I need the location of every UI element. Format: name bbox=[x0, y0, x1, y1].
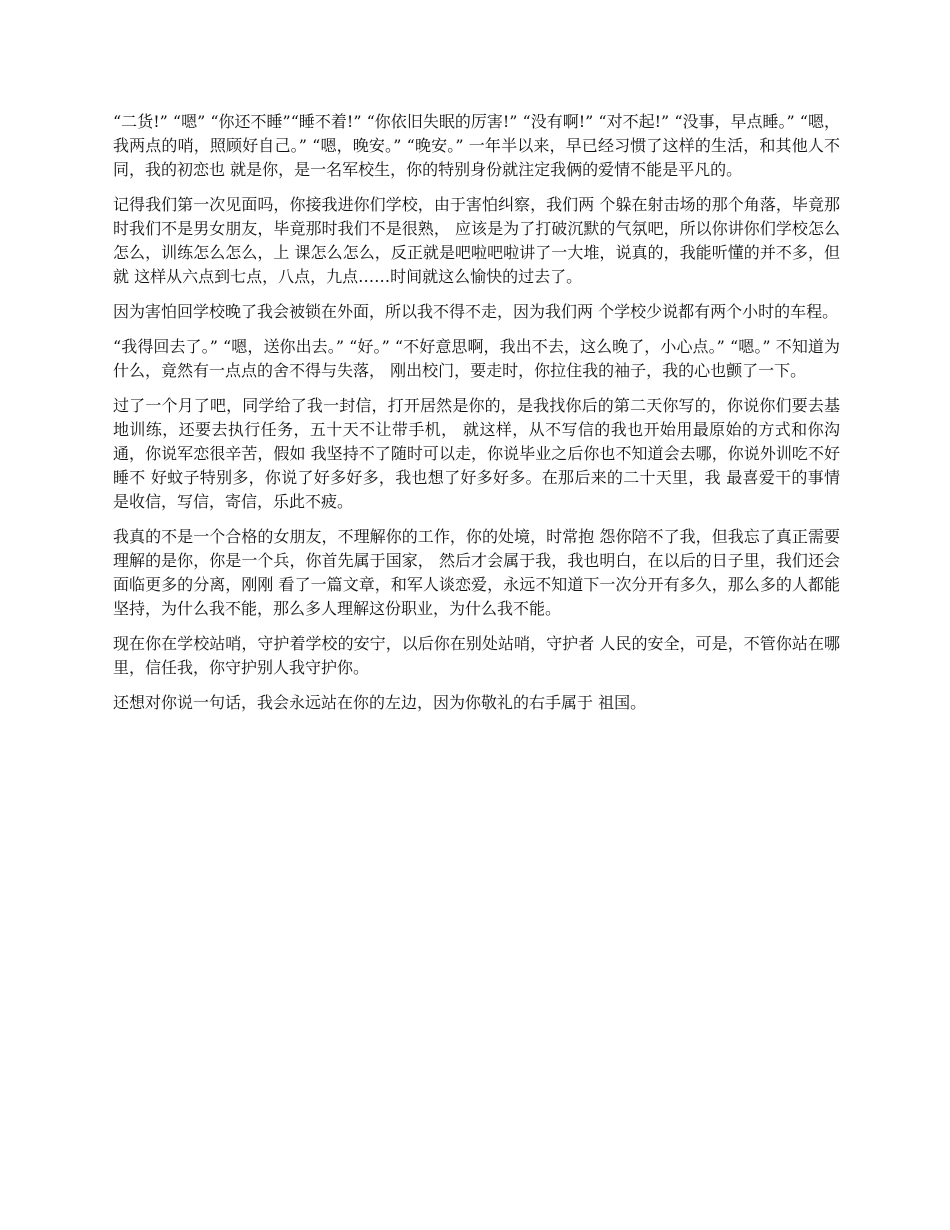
paragraph-1: “二货!” “嗯” “你还不睡”“睡不着!” “你依旧失眠的厉害!” “没有啊!” “对不起!” “没事，早点睡。” “嗯，我两点的哨，照顾好自己。” “嗯，晚安。” “晚安。” 一年半以来，早已经习惯了这样的生活，和其他人不同，我的初恋也 就是你，是一名军校生，你的特别身份就注定我俩的爱情不能是平凡的。 bbox=[113, 112, 840, 179]
paragraph-4: “我得回去了。” “嗯，送你出去。” “好。” “不好意思啊，我出不去，这么晚了，小心点。” “嗯。” 不知道为什么，竟然有一点点的舍不得与失落， 刚出校门，要走时，你拉住我的袖子，我的心也颤了一下。 bbox=[113, 337, 840, 380]
paragraph-2: 记得我们第一次见面吗，你接我进你们学校，由于害怕纠察，我们两 个躲在射击场的那个角落，毕竟那时我们不是男女朋友，毕竟那时我们不是很熟， 应该是为了打破沉默的气氛吧，所以你讲你们学校怎么怎么，训练怎么怎么，上 课怎么怎么，反正就是吧啦吧啦讲了一大堆，说真的，我能听懂的并不多，但就 这样从六点到七点，八点，九点……时间就这么愉快的过去了。 bbox=[113, 195, 840, 286]
document-body bbox=[113, 110, 840, 726]
paragraph-7: 现在你在学校站哨，守护着学校的安宁，以后你在别处站哨，守护者 人民的安全，可是，不管你站在哪里，信任我，你守护别人我守护你。 bbox=[113, 634, 840, 677]
paragraph-6: 我真的不是一个合格的女朋友，不理解你的工作，你的处境，时常抱 怨你陪不了我，但我忘了真正需要理解的是你，你是一个兵，你首先属于国家， 然后才会属于我，我也明白，在以后的日子里，我们还会面临更多的分离，刚刚 看了一篇文章，和军人谈恋爱，永远不知道下一次分开有多久，那么多的人都能 坚持，为什么我不能，那么多人理解这份职业，为什么我不能。 bbox=[113, 527, 840, 618]
paragraph-5: 过了一个月了吧，同学给了我一封信，打开居然是你的，是我找你后的第二天你写的，你说你们要去基地训练，还要去执行任务，五十天不让带手机， 就这样，从不写信的我也开始用最原始的方式和你沟通，你说军恋很辛苦，假如 我坚持不了随时可以走，你说毕业之后你也不知道会去哪，你说外训吃不好睡不 好蚊子特别多，你说了好多好多，我也想了好多好多。在那后来的二十天里，我 最喜爱干的事情是收信，写信，寄信，乐此不疲。 bbox=[113, 396, 840, 511]
paragraph-8: 还想对你说一句话，我会永远站在你的左边，因为你敬礼的右手属于 祖国。 bbox=[113, 693, 647, 712]
paragraph-3: 因为害怕回学校晚了我会被锁在外面，所以我不得不走，因为我们两 个学校少说都有两个小时的车程。 bbox=[113, 302, 839, 321]
